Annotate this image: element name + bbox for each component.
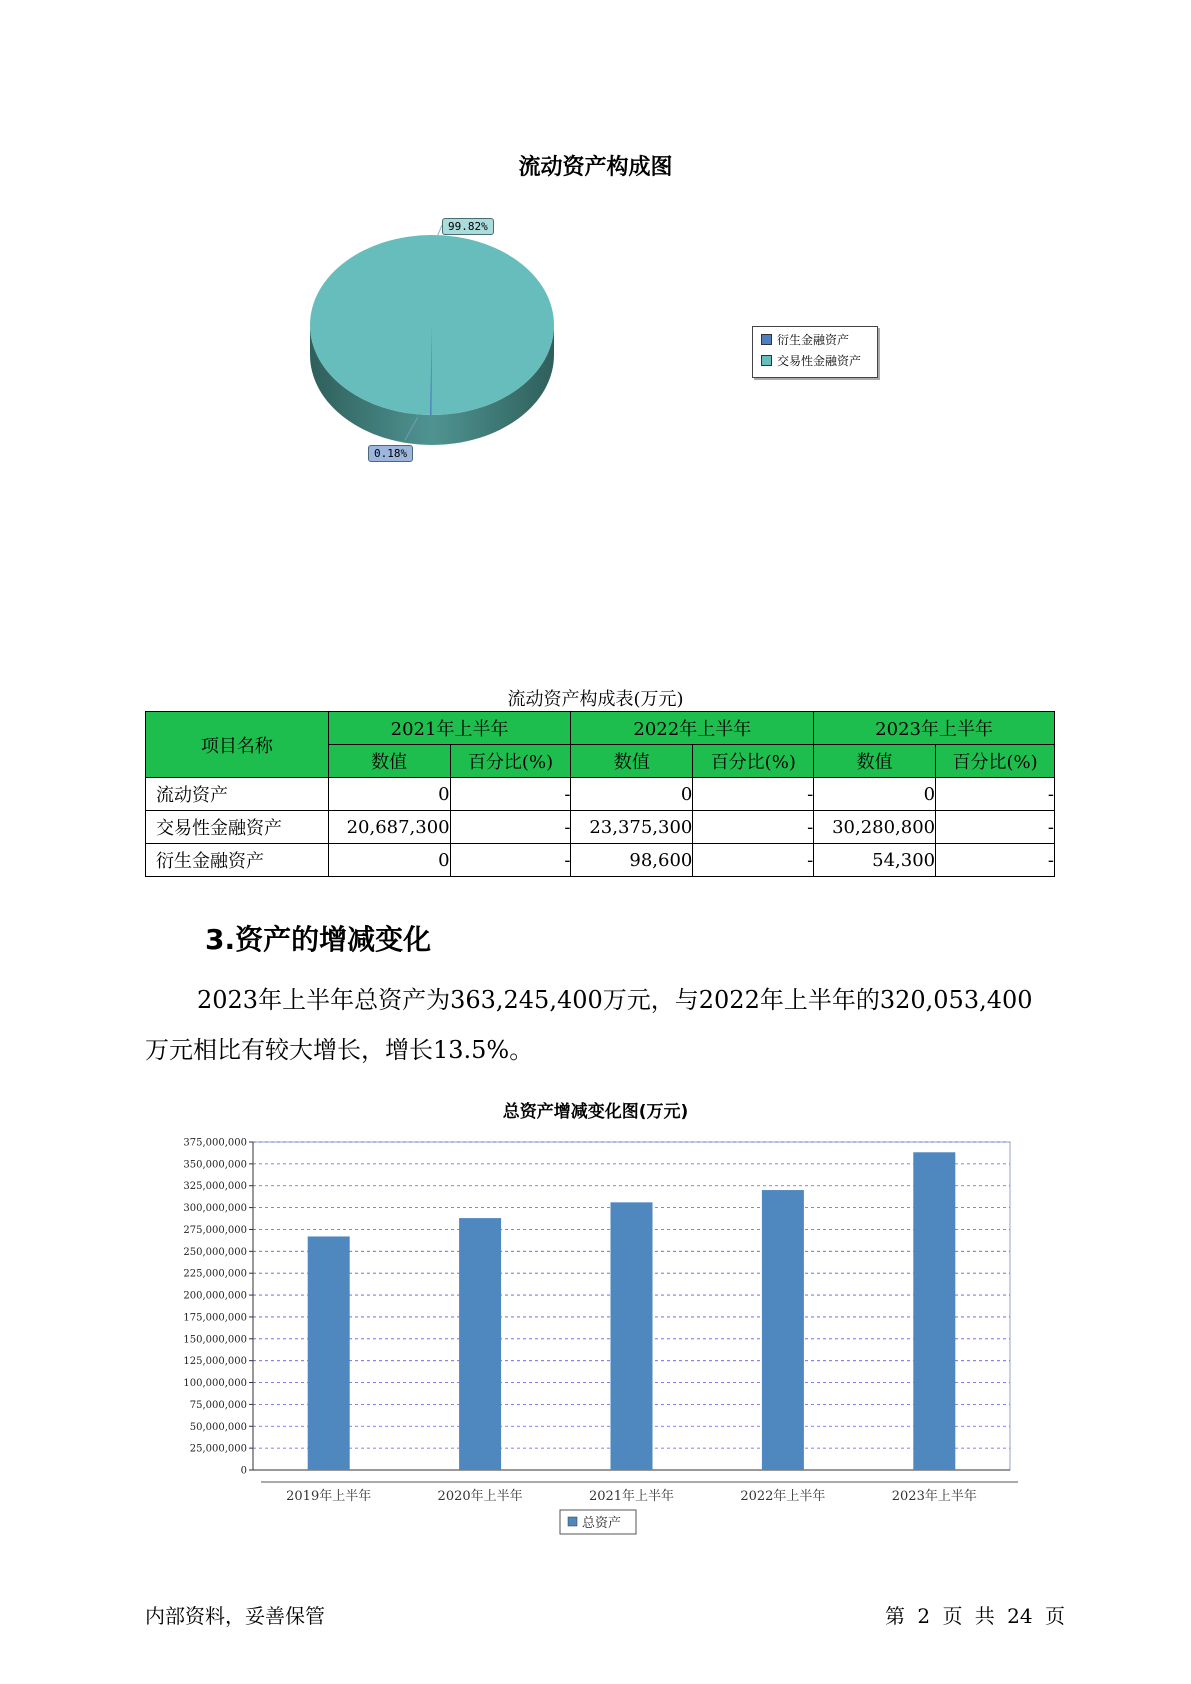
row-name: 交易性金融资产 xyxy=(146,811,329,844)
header-item-name: 项目名称 xyxy=(146,712,329,778)
header-value: 数值 xyxy=(328,745,450,778)
bar xyxy=(308,1236,350,1470)
row-name: 衍生金融资产 xyxy=(146,844,329,877)
legend-swatch xyxy=(761,334,772,345)
cell-value: 30,280,800 xyxy=(814,811,936,844)
cell-pct: - xyxy=(693,844,814,877)
pie-chart-title: 流动资产构成图 xyxy=(518,155,673,180)
cell-value: 0 xyxy=(571,778,693,811)
y-tick-label: 125,000,000 xyxy=(183,1356,247,1368)
header-pct: 百分比(%) xyxy=(936,745,1055,778)
bar xyxy=(611,1202,653,1470)
legend-label: 交易性金融资产 xyxy=(777,353,862,368)
y-tick-label: 275,000,000 xyxy=(183,1224,247,1236)
cell-value: 23,375,300 xyxy=(571,811,693,844)
y-tick-label: 50,000,000 xyxy=(189,1421,247,1433)
section-heading: 3.资产的增减变化 xyxy=(205,923,432,956)
header-pct: 百分比(%) xyxy=(450,745,571,778)
header-period: 2023年上半年 xyxy=(814,712,1055,745)
table-row xyxy=(146,811,1055,844)
legend-swatch xyxy=(761,355,772,366)
footer-note: 内部资料，妥善保管 xyxy=(145,1604,325,1628)
y-tick-label: 200,000,000 xyxy=(183,1290,247,1302)
y-tick-label: 100,000,000 xyxy=(183,1378,247,1390)
y-tick-label: 325,000,000 xyxy=(183,1181,247,1193)
cell-pct: - xyxy=(936,811,1055,844)
bar-chart-title: 总资产增减变化图(万元) xyxy=(502,1102,689,1122)
cell-value: 0 xyxy=(328,778,450,811)
x-tick-label: 2019年上半年 xyxy=(286,1489,372,1504)
y-tick-label: 150,000,000 xyxy=(183,1334,247,1346)
y-tick-label: 375,000,000 xyxy=(183,1137,247,1149)
legend-swatch xyxy=(568,1517,577,1526)
header-pct: 百分比(%) xyxy=(693,745,814,778)
page-number: 第 2 页 共 24 页 xyxy=(885,1604,1065,1628)
table-caption: 流动资产构成表(万元) xyxy=(507,689,684,710)
y-tick-label: 250,000,000 xyxy=(183,1246,247,1258)
x-tick-label: 2023年上半年 xyxy=(891,1489,977,1504)
header-value: 数值 xyxy=(571,745,693,778)
x-tick-label: 2022年上半年 xyxy=(740,1489,826,1504)
pie-chart xyxy=(280,205,580,475)
current-assets-table xyxy=(145,711,1055,877)
header-value: 数值 xyxy=(814,745,936,778)
header-period: 2021年上半年 xyxy=(328,712,571,745)
header-period: 2022年上半年 xyxy=(571,712,814,745)
section-paragraph: 2023年上半年总资产为363,245,400万元，与2022年上半年的320,053,400万元相比有较大增长，增长13.5%。 xyxy=(145,986,1033,1064)
y-tick-label: 350,000,000 xyxy=(183,1159,247,1171)
cell-value: 54,300 xyxy=(814,844,936,877)
pie-label-trading: 99.82% xyxy=(442,218,494,235)
x-tick-label: 2021年上半年 xyxy=(588,1489,675,1504)
table-row xyxy=(146,778,1055,811)
pie-label-derivative: 0.18% xyxy=(368,445,413,462)
cell-pct: - xyxy=(693,811,814,844)
x-tick-label: 2020年上半年 xyxy=(437,1489,523,1504)
y-tick-label: 25,000,000 xyxy=(189,1443,247,1455)
cell-value: 0 xyxy=(328,844,450,877)
pie-legend xyxy=(752,326,878,378)
bar xyxy=(762,1190,804,1470)
legend-label: 衍生金融资产 xyxy=(777,332,850,347)
cell-pct: - xyxy=(693,778,814,811)
cell-pct: - xyxy=(936,778,1055,811)
bar xyxy=(459,1218,501,1470)
cell-pct: - xyxy=(450,844,571,877)
row-name: 流动资产 xyxy=(146,778,329,811)
cell-pct: - xyxy=(450,778,571,811)
cell-pct: - xyxy=(936,844,1055,877)
table-row xyxy=(146,844,1055,877)
legend-item-trading xyxy=(761,351,877,369)
bar xyxy=(913,1152,955,1470)
cell-value: 98,600 xyxy=(571,844,693,877)
y-tick-label: 175,000,000 xyxy=(183,1312,247,1324)
y-tick-label: 0 xyxy=(240,1465,247,1477)
cell-pct: - xyxy=(450,811,571,844)
legend-label: 总资产 xyxy=(582,1516,622,1531)
y-tick-label: 75,000,000 xyxy=(189,1399,247,1411)
legend-item-derivative xyxy=(761,330,877,348)
bar-chart xyxy=(150,1130,1030,1540)
y-tick-label: 225,000,000 xyxy=(183,1268,247,1280)
cell-value: 20,687,300 xyxy=(328,811,450,844)
cell-value: 0 xyxy=(814,778,936,811)
y-tick-label: 300,000,000 xyxy=(183,1203,247,1215)
